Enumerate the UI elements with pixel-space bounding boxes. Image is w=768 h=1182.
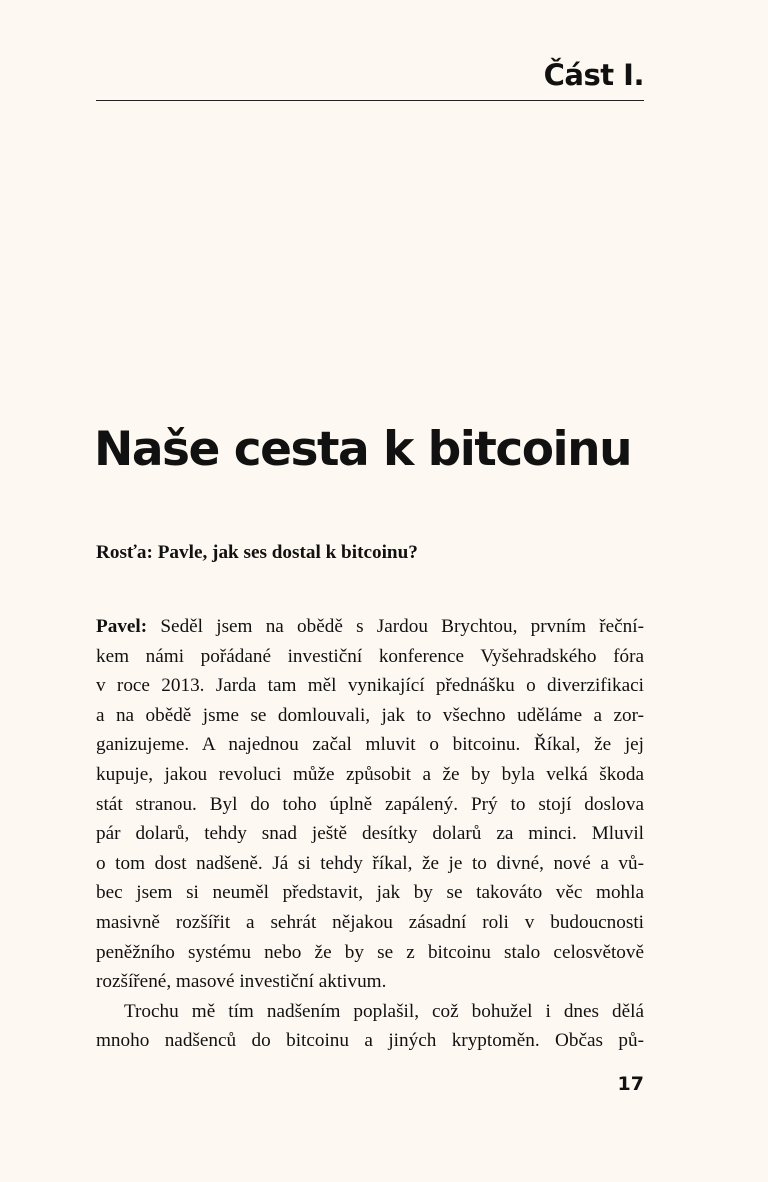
paragraph-line: rozšířené, masové investiční aktivum. <box>96 971 387 993</box>
paragraph-line: kupuje, jakou revoluci může způsobit a že by byla velká škoda <box>96 764 644 786</box>
paragraph-line: mnoho nadšenců do bitcoinu a jiných kryptoměn. Občas pů- <box>96 1030 644 1052</box>
paragraph-line: stát stranou. Byl do toho úplně zapálený. Prý to stojí doslova <box>96 793 644 815</box>
paragraph-line: masivně rozšířit a sehrát nějakou zásadní roli v budoucnosti <box>96 912 644 934</box>
paragraph-line: v roce 2013. Jarda tam měl vynikající přednášku o diverzifikaci <box>96 675 644 697</box>
paragraph-line: ganizujeme. A najednou začal mluvit o bitcoinu. Říkal, že jej <box>96 734 644 756</box>
paragraph-line: Pavel: Seděl jsem na obědě s Jardou Brychtou, prvním řeční- <box>96 616 644 638</box>
paragraph-line: pár dolarů, tehdy snad ještě desítky dolarů za minci. Mluvil <box>96 823 644 845</box>
chapter-title: Naše cesta k bitcoinu <box>94 422 632 477</box>
answer-speaker: Pavel: <box>96 616 148 638</box>
body-text <box>96 538 644 1056</box>
paragraph-line: peněžního systému nebo že by se z bitcoinu stalo celosvětově <box>96 941 644 963</box>
page-number: 17 <box>617 1073 644 1095</box>
question-text: Pavle, jak ses dostal k bitcoinu? <box>152 542 418 563</box>
paragraph-line: kem námi pořádané investiční konference Vyšehradského fóra <box>96 645 644 667</box>
paragraph-line: Trochu mě tím nadšením poplašil, což bohužel i dnes dělá <box>124 1000 644 1022</box>
part-heading: Část I. <box>543 58 644 92</box>
paragraph-line: o tom dost nadšeně. Já si tehdy říkal, že je to divné, nové a vů- <box>96 852 644 874</box>
header-rule <box>96 100 644 101</box>
question-line <box>96 538 644 568</box>
paragraph-line: bec jsem si neuměl představit, jak by se takováto věc mohla <box>96 882 644 904</box>
question-speaker: Rosťa: <box>96 542 153 563</box>
paragraph-line: a na obědě jsme se domlouvali, jak to všechno uděláme a zor- <box>96 704 644 726</box>
